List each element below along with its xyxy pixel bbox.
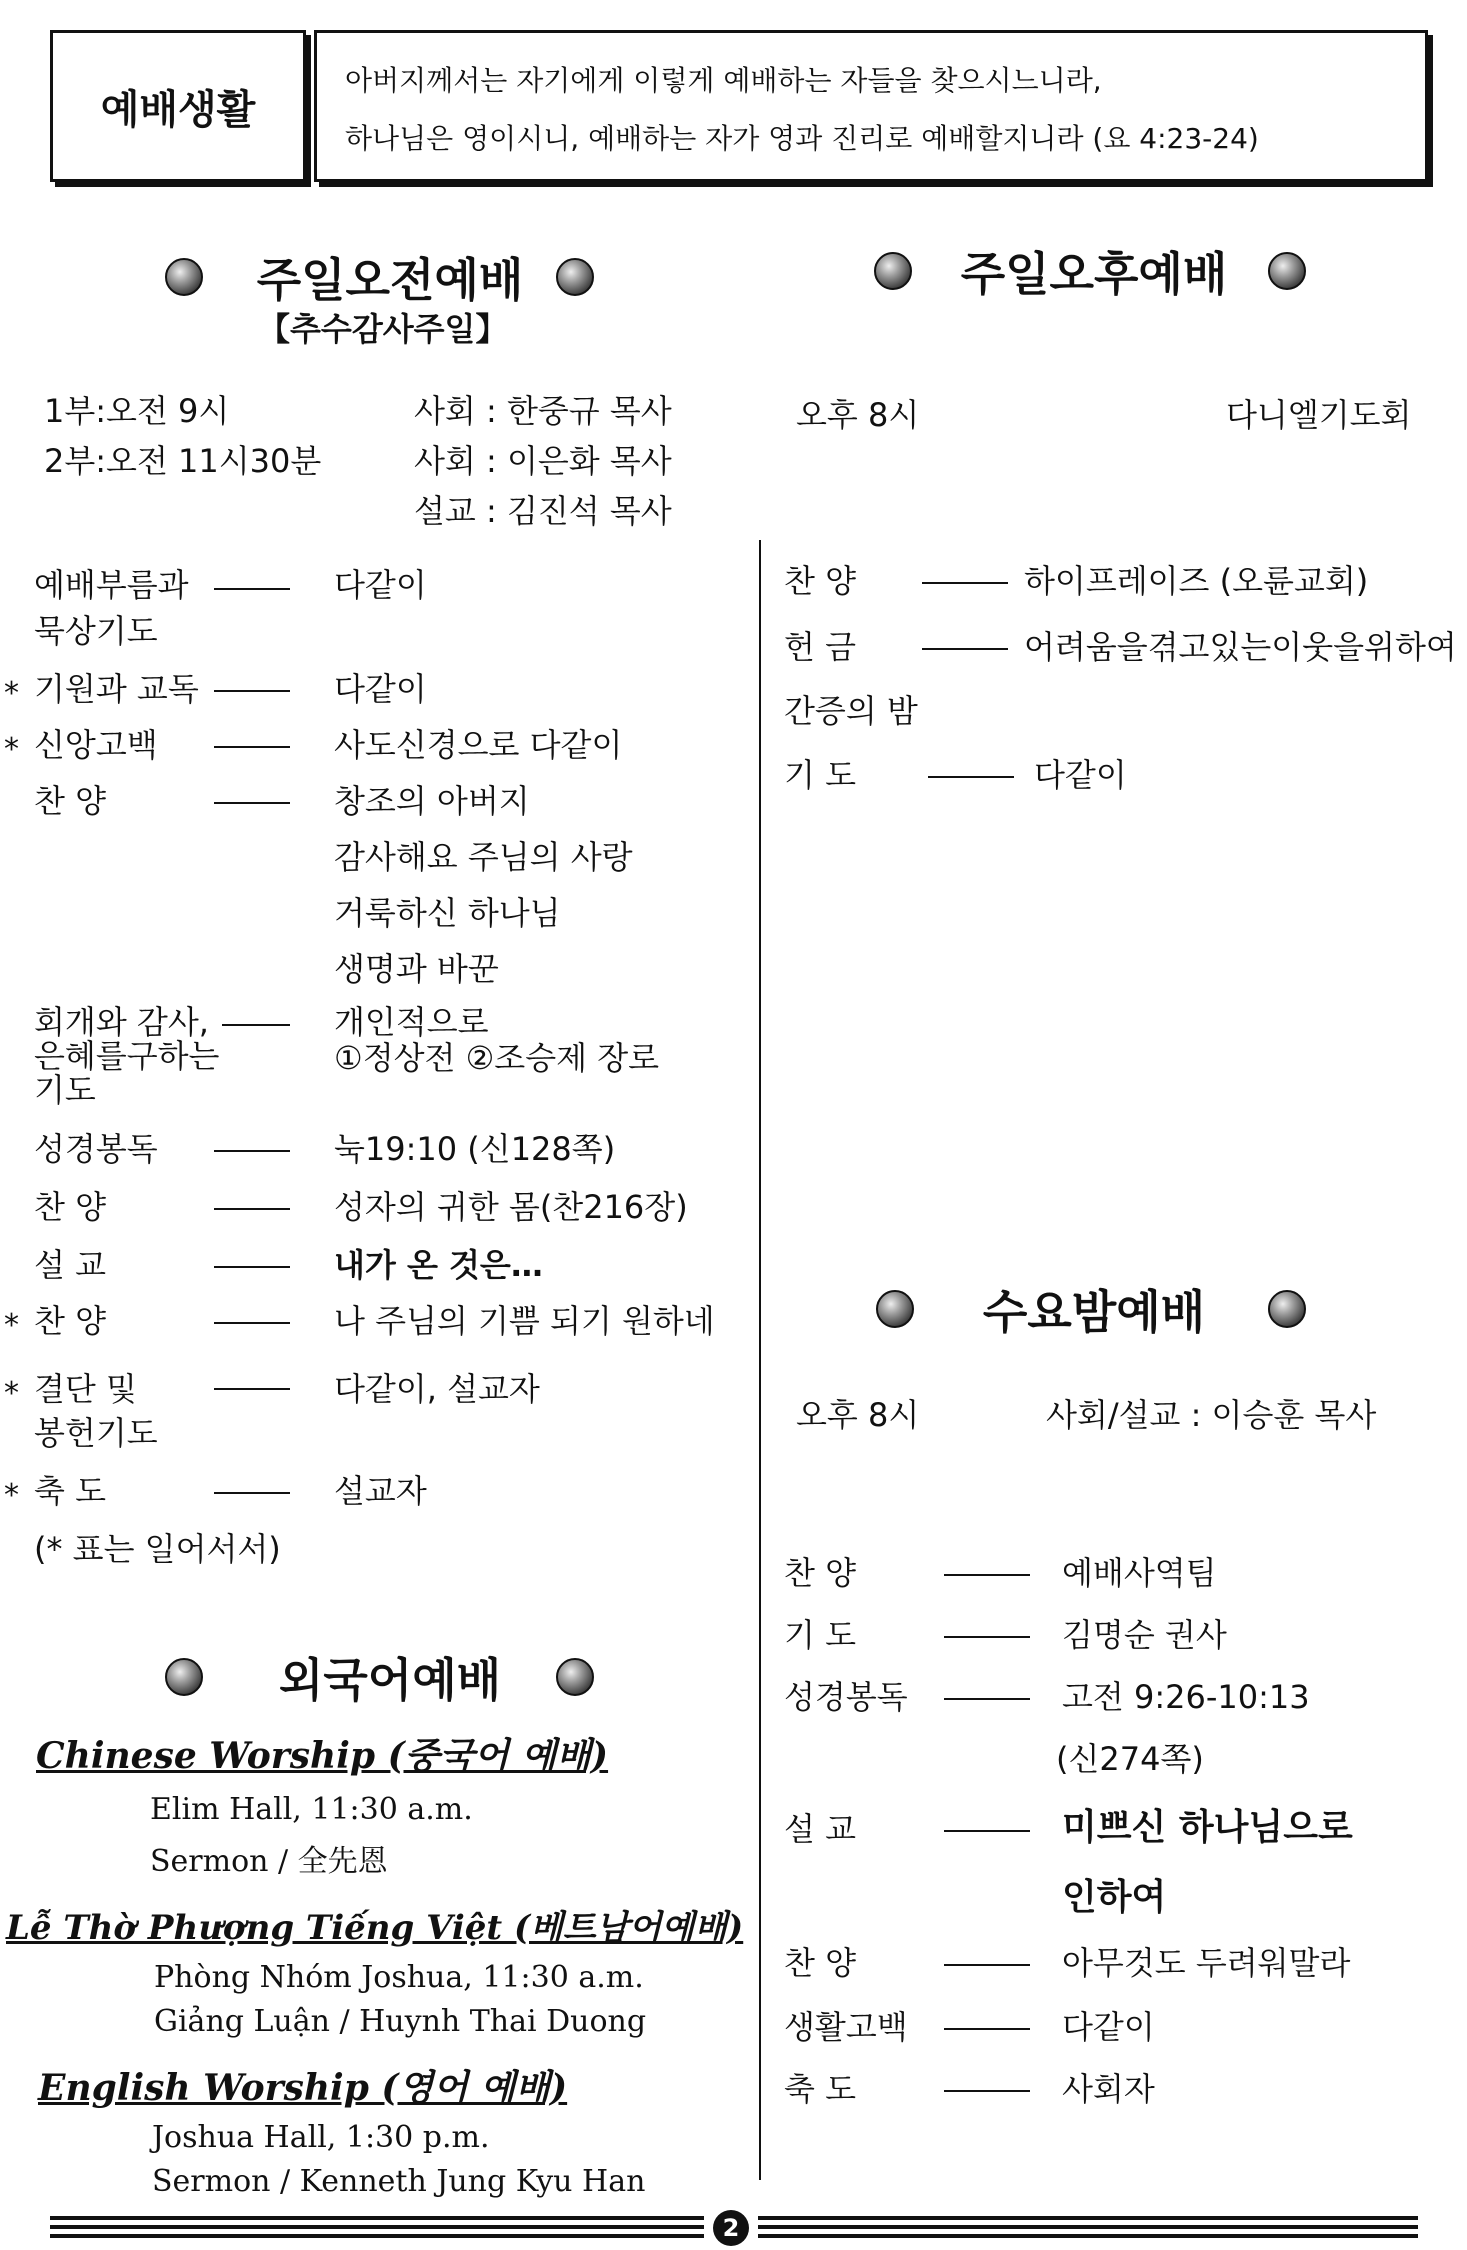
bullet-dot-icon [165, 1658, 203, 1696]
service-preacher: Giảng Luận / Huynh Thai Duong [154, 2004, 647, 2039]
service-preacher: Sermon / Kenneth Jung Kyu Han [152, 2164, 646, 2199]
item-name: 결단 및 [34, 1370, 137, 1408]
item-name: 축 도 [34, 1472, 106, 1510]
sunday-evening-title: 주일오후예배 [960, 247, 1228, 301]
divider [928, 776, 1014, 778]
sunday-morning-subtitle: 【추수감사주일】 [258, 310, 508, 348]
item-value: 설교자 [334, 1472, 427, 1510]
bullet-dot-icon [556, 1658, 594, 1696]
divider [214, 1266, 290, 1268]
divider [222, 1024, 290, 1026]
item-value: 아무것도 두려워말라 [1062, 1944, 1351, 1982]
bullet-dot-icon [1268, 1290, 1306, 1328]
item-name: 성경봉독 [34, 1130, 158, 1168]
verse-line-1: 아버지께서는 자기에게 이렇게 예배하는 자들을 찾으시느니라, [345, 64, 1102, 97]
service-location: Phòng Nhóm Joshua, 11:30 a.m. [154, 1960, 644, 1995]
sermon-title: 미쁘신 하나님으로 [1062, 1807, 1353, 1848]
divider [944, 2090, 1030, 2092]
verse-line-2: 하나님은 영이시니, 예배하는 자가 영과 진리로 예배할지니라 (요 4:23-24) [345, 122, 1259, 155]
item-name: 설 교 [34, 1246, 106, 1284]
item-name: 기원과 교독 [34, 670, 199, 708]
verse-box [314, 30, 1428, 182]
foreign-worship-title: 외국어예배 [278, 1653, 502, 1707]
section-label: 예배생활 [100, 86, 256, 133]
service-leader: 사회/설교 : 이승훈 목사 [1046, 1396, 1377, 1434]
item-name: 헌 금 [784, 628, 856, 666]
item-name: 찬 양 [784, 562, 856, 600]
item-name: 생활고백 [784, 2008, 908, 2046]
divider [944, 1830, 1030, 1832]
divider [214, 690, 290, 692]
divider [214, 1208, 290, 1210]
item-name: 축 도 [784, 2070, 856, 2108]
item-value: (신274쪽) [1056, 1740, 1204, 1778]
item-name: 찬 양 [784, 1944, 856, 1982]
divider [214, 1388, 290, 1390]
divider [944, 1698, 1030, 1700]
page-number: 2 [713, 2210, 749, 2246]
item-name: 성경봉독 [784, 1678, 908, 1716]
item-value: 다같이 [1034, 756, 1127, 794]
sunday-morning-title: 주일오전예배 [256, 253, 524, 307]
item-name: 간증의 밤 [784, 692, 918, 730]
service-preacher: Sermon / 全先恩 [150, 1844, 388, 1879]
item-value: 어려움을겪고있는이웃을위하여 [1024, 628, 1457, 666]
bullet-dot-icon [556, 258, 594, 296]
item-name: 예배부름과 [34, 566, 189, 604]
item-value: 다같이 [334, 566, 427, 604]
item-name: 기도 [34, 1071, 96, 1109]
item-value: 다같이 [334, 670, 427, 708]
divider [214, 1322, 290, 1324]
bullet-dot-icon [165, 258, 203, 296]
divider [214, 1492, 290, 1494]
item-name: 신앙고백 [34, 726, 158, 764]
service-time: 2부:오전 11시30분 [44, 442, 322, 480]
item-value: 예배사역팀 [1062, 1554, 1217, 1592]
service-role: 설교 : 김진석 목사 [414, 492, 672, 530]
divider [944, 1636, 1030, 1638]
item-value: 창조의 아버지 [334, 782, 530, 820]
item-name: 은혜를구하는 [34, 1037, 220, 1075]
item-value: 개인적으로 [334, 1003, 489, 1041]
item-name: 기 도 [784, 1616, 856, 1654]
standing-marker: * [4, 1308, 19, 1343]
divider [214, 802, 290, 804]
bullet-dot-icon [876, 1290, 914, 1328]
item-name: 묵상기도 [34, 612, 158, 650]
divider [922, 648, 1008, 650]
service-role: 사회 : 이은화 목사 [414, 442, 672, 480]
item-value: 사도신경으로 다같이 [334, 726, 623, 764]
item-value: 성자의 귀한 몸(찬216장) [334, 1188, 688, 1226]
item-name: 찬 양 [34, 1188, 106, 1226]
item-name: 회개와 감사, [34, 1003, 209, 1041]
item-name: 기 도 [784, 756, 856, 794]
divider [214, 1150, 290, 1152]
standing-marker: * [4, 732, 19, 767]
service-time: 오후 8시 [796, 1396, 920, 1434]
service-location: Joshua Hall, 1:30 p.m. [152, 2120, 490, 2155]
service-location: Elim Hall, 11:30 a.m. [150, 1792, 473, 1827]
divider [944, 1574, 1030, 1576]
item-value: 고전 9:26-10:13 [1062, 1678, 1310, 1716]
service-time: 1부:오전 9시 [44, 392, 230, 430]
section-label-box [50, 30, 306, 182]
standing-marker: * [4, 676, 19, 711]
item-value: 하이프레이즈 (오륜교회) [1024, 562, 1369, 600]
divider [922, 582, 1008, 584]
service-leader: 다니엘기도회 [1226, 396, 1412, 434]
wednesday-worship-title: 수요밤예배 [982, 1285, 1206, 1339]
item-value: 나 주님의 기쁨 되기 원하네 [334, 1302, 715, 1340]
item-value: 다같이 [1062, 2008, 1155, 2046]
item-value: 김명순 권사 [1062, 1616, 1227, 1654]
item-name: 찬 양 [784, 1554, 856, 1592]
divider [944, 1964, 1030, 1966]
item-name: 봉헌기도 [34, 1414, 158, 1452]
sermon-title: 인하여 [1062, 1877, 1167, 1918]
item-name: 찬 양 [34, 782, 106, 820]
item-value: 감사해요 주님의 사랑 [334, 838, 633, 876]
item-value: 눅19:10 (신128쪽) [334, 1130, 616, 1168]
item-name: 설 교 [784, 1810, 856, 1848]
sermon-title: 내가 온 것은… [334, 1246, 543, 1284]
service-time: 오후 8시 [796, 396, 920, 434]
divider [944, 2028, 1030, 2030]
standing-note: (* 표는 일어서서) [34, 1530, 281, 1568]
english-worship-title: English Worship (영어 예배) [38, 2067, 568, 2109]
service-role: 사회 : 한중규 목사 [414, 392, 672, 430]
bullet-dot-icon [874, 252, 912, 290]
item-value: 생명과 바꾼 [334, 950, 499, 988]
item-value: 사회자 [1062, 2070, 1155, 2108]
item-value: 거룩하신 하나님 [334, 894, 561, 932]
footer-rule-right [758, 2216, 1418, 2238]
chinese-worship-title: Chinese Worship (중국어 예배) [36, 1735, 609, 1777]
standing-marker: * [4, 1376, 19, 1411]
item-value: ①정상전 ②조승제 장로 [334, 1039, 660, 1077]
divider [214, 588, 290, 590]
item-name: 찬 양 [34, 1302, 106, 1340]
item-value: 다같이, 설교자 [334, 1370, 540, 1408]
vietnamese-worship-title: Lễ Thờ Phượng Tiếng Việt (베트남어예배) [6, 1908, 744, 1948]
bullet-dot-icon [1268, 252, 1306, 290]
standing-marker: * [4, 1478, 19, 1513]
footer-rule-left [50, 2216, 704, 2238]
column-divider [759, 540, 761, 2180]
divider [214, 746, 290, 748]
